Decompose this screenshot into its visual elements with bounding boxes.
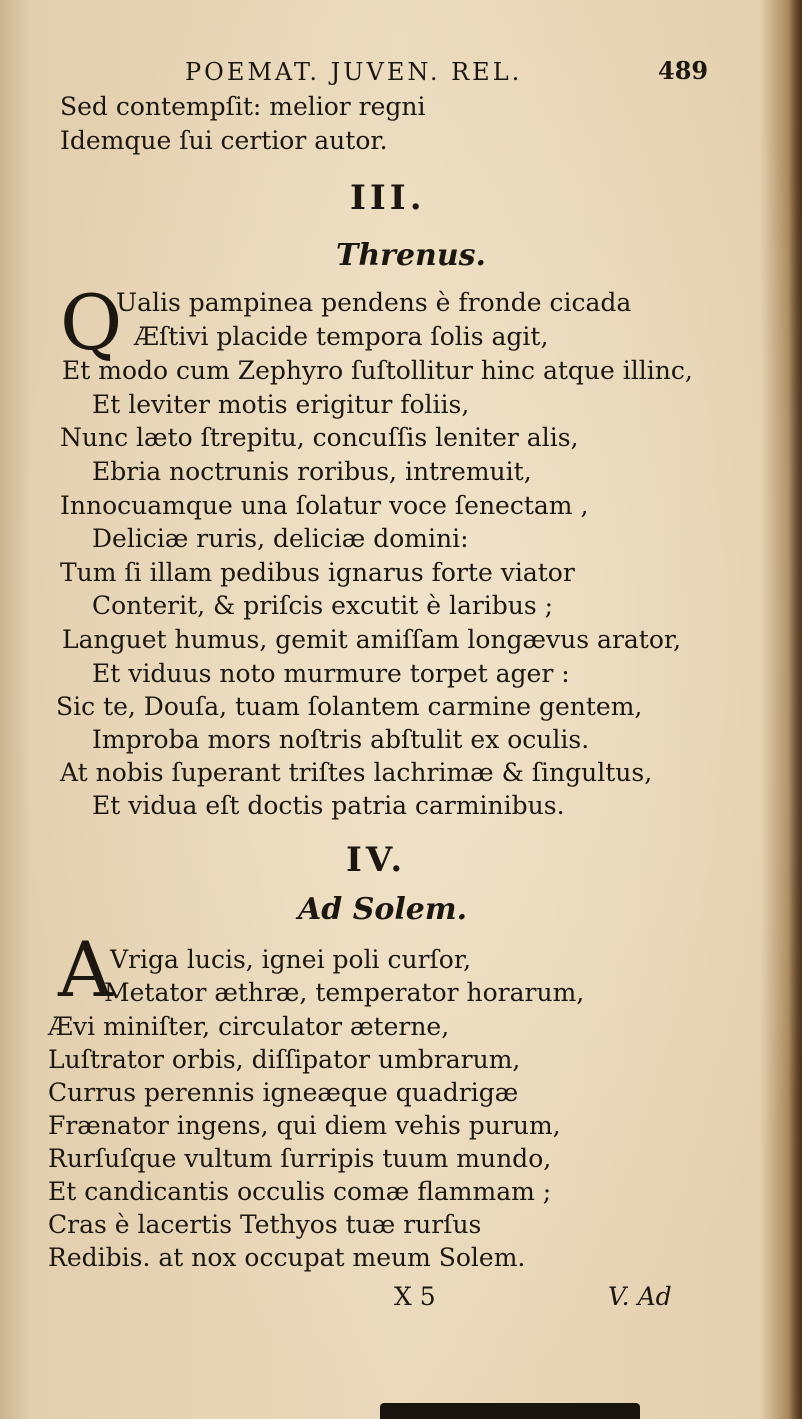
poem-4-line: Redibis. at nox occupat meum Solem. xyxy=(48,1243,526,1272)
poem-3-line: Et leviter motis erigitur foliis, xyxy=(92,390,470,419)
poem-3-line: Ualis pampinea pendens è fronde cicada xyxy=(116,288,632,317)
poem-3-line: Deliciæ ruris, deliciæ domini: xyxy=(92,524,469,553)
poem-3-number: III. xyxy=(350,178,426,218)
page-number: 489 xyxy=(658,56,709,85)
poem-4-line: Ævi miniſter, circulator æterne, xyxy=(48,1012,450,1041)
poem-3-title: Threnus. xyxy=(336,238,486,273)
poem-4-title: Ad Solem. xyxy=(298,892,468,927)
catchword: V. Ad xyxy=(608,1282,672,1311)
poem-3-line: Improba mors noſtris abſtulit ex oculis. xyxy=(92,725,590,754)
poem-4-line: Luſtrator orbis, diſſipator umbrarum, xyxy=(48,1045,521,1074)
poem-3-line: Languet humus, gemit amiſſam longævus arator, xyxy=(62,625,682,654)
poem-3-line: Æſtivi placide tempora ſolis agit, xyxy=(134,322,549,351)
poem-4-line: Currus perennis igneæque quadrigæ xyxy=(48,1078,519,1107)
signature-mark: X 5 xyxy=(394,1282,436,1311)
poem-3-line: Conterit, & priſcis excutit è laribus ; xyxy=(92,591,554,620)
poem-3-line: At nobis ſuperant triſtes lachrimæ & ſingultus, xyxy=(60,758,653,787)
poem-3-line: Tum ſi illam pedibus ignarus forte viator xyxy=(60,558,575,587)
poem-4-line: Rurſuſque vultum ſurripis tuum mundo, xyxy=(48,1144,552,1173)
intro-line-2: Idemque ſui certior autor. xyxy=(60,126,388,155)
poem-3-line: Sic te, Douſa, tuam ſolantem carmine gentem, xyxy=(56,692,643,721)
poem-4-line: Vriga lucis, ignei poli curſor, xyxy=(110,945,472,974)
poem-4-number: IV. xyxy=(346,840,407,880)
poem-3-line: Et viduus noto murmure torpet ager : xyxy=(92,659,570,688)
poem-4-line: Cras è lacertis Tethyos tuæ rurſus xyxy=(48,1210,482,1239)
poem-3-line: Et vidua eſt doctis patria carminibus. xyxy=(92,791,565,820)
poem-3-line: Et modo cum Zephyro ſuſtollitur hinc atque illinc, xyxy=(62,356,693,385)
binding-shadow xyxy=(380,1403,640,1419)
poem-3-dropcap: Q xyxy=(60,278,123,367)
poem-4-line: Metator æthræ, temperator horarum, xyxy=(104,978,585,1007)
poem-3-line: Nunc læto ſtrepitu, concuſſis leniter alis, xyxy=(60,423,579,452)
poem-4-dropcap: A xyxy=(58,925,113,1014)
poem-4-line: Frænator ingens, qui diem vehis purum, xyxy=(48,1111,561,1140)
running-title: POEMAT. JUVEN. REL. xyxy=(185,58,523,86)
poem-3-line: Innocuamque una ſolatur voce ſenectam , xyxy=(60,491,589,520)
poem-3-line: Ebria noctrunis roribus, intremuit, xyxy=(92,457,532,486)
page-edge-shadow xyxy=(788,0,802,1419)
intro-line-1: Sed contempſit: melior regni xyxy=(60,92,426,121)
poem-4-line: Et candicantis occulis comæ flammam ; xyxy=(48,1177,552,1206)
